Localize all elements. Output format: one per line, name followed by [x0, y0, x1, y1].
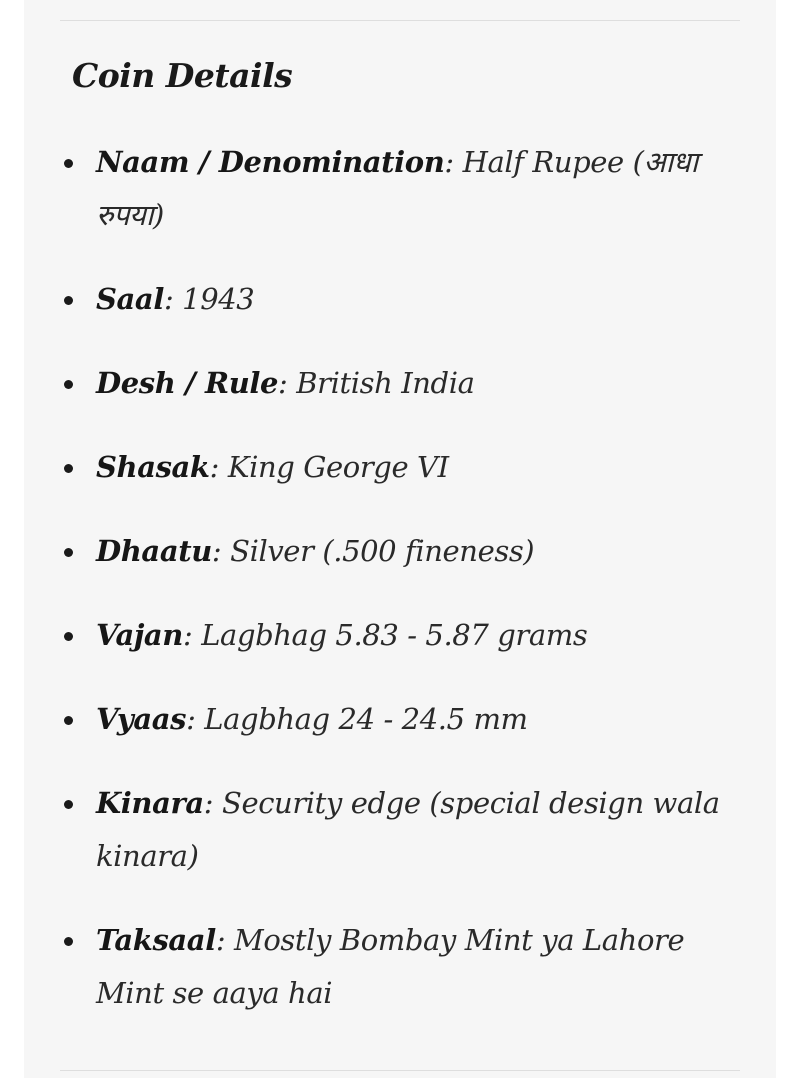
detail-denomination: Naam / Denomination: Half Rupee (आधा रुपया): [60, 136, 732, 242]
detail-value: Mostly Bombay Mint ya Lahore Mint se aaya hai: [96, 923, 685, 1010]
detail-label: Saal: [96, 282, 164, 316]
bullet-icon: [64, 800, 73, 809]
detail-value: 1943: [182, 282, 255, 316]
detail-country: Desh / Rule: British India: [60, 357, 732, 410]
detail-diameter: Vyaas: Lagbhag 24 - 24.5 mm: [60, 693, 732, 746]
detail-value: King George VI: [227, 450, 449, 484]
detail-label: Vajan: [96, 618, 183, 652]
detail-label: Kinara: [96, 786, 204, 820]
detail-label: Shasak: [96, 450, 210, 484]
top-divider: [60, 20, 740, 21]
bullet-icon: [64, 380, 73, 389]
coin-details-list: [60, 136, 732, 1051]
bullet-icon: [64, 464, 73, 473]
detail-value: Silver (.500 fineness): [230, 534, 535, 568]
bullet-icon: [64, 716, 73, 725]
detail-value: Lagbhag 24 - 24.5 mm: [204, 702, 528, 736]
detail-value: Lagbhag 5.83 - 5.87 grams: [201, 618, 588, 652]
detail-value: British India: [296, 366, 475, 400]
detail-label: Desh / Rule: [96, 366, 279, 400]
detail-label: Dhaatu: [96, 534, 212, 568]
bottom-divider: [60, 1070, 740, 1071]
detail-value: Half Rupee (आधा रुपया): [96, 145, 698, 232]
detail-metal: Dhaatu: Silver (.500 fineness): [60, 525, 732, 578]
section-heading: Coin Details: [72, 56, 293, 95]
detail-label: Vyaas: [96, 702, 187, 736]
detail-label: Naam / Denomination: [96, 145, 445, 179]
bullet-icon: [64, 937, 73, 946]
detail-year: Saal: 1943: [60, 273, 732, 326]
detail-label: Taksaal: [96, 923, 216, 957]
bullet-icon: [64, 296, 73, 305]
detail-weight: Vajan: Lagbhag 5.83 - 5.87 grams: [60, 609, 732, 662]
bullet-icon: [64, 632, 73, 641]
bullet-icon: [64, 548, 73, 557]
detail-value: Security edge (special design wala kinara): [96, 786, 720, 873]
detail-edge: Kinara: Security edge (special design wala kinara): [60, 777, 732, 883]
detail-mint: Taksaal: Mostly Bombay Mint ya Lahore Mint se aaya hai: [60, 914, 732, 1020]
bullet-icon: [64, 159, 73, 168]
detail-ruler: Shasak: King George VI: [60, 441, 732, 494]
